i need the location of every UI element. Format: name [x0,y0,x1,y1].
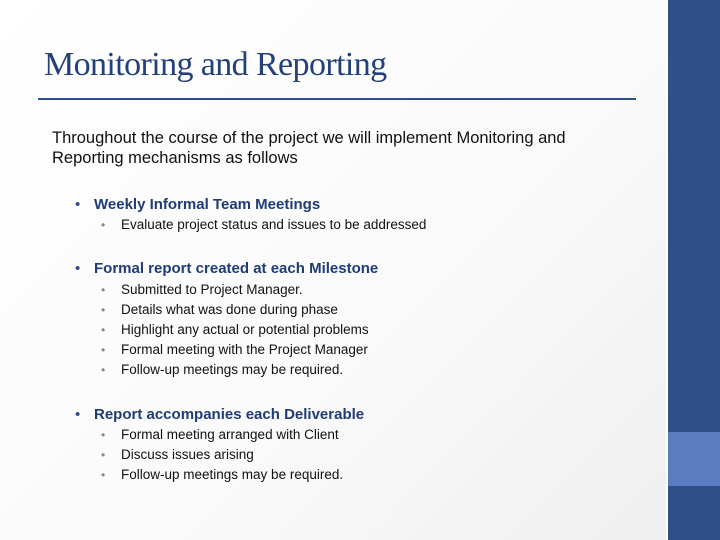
bullet-icon: • [101,448,106,462]
list-item [101,280,378,300]
side-bar-highlight-block [668,432,720,486]
list-item [101,445,364,465]
bullet-icon: • [101,323,106,337]
section-heading [75,259,378,279]
list-item [101,320,378,340]
list-item-text: Evaluate project status and issues to be addressed [121,217,427,232]
list-item-text: Highlight any actual or potential problems [121,322,369,337]
side-accent-bar [666,0,720,540]
bullet-icon: • [101,218,106,232]
sub-list [75,215,426,235]
list-item-text: Follow-up meetings may be required. [121,362,344,377]
list-item [101,360,378,380]
bullet-icon: • [101,428,106,442]
list-item [101,425,364,445]
bullet-icon: • [75,196,81,213]
list-item-text: Discuss issues arising [121,447,254,462]
bullet-icon: • [75,406,81,423]
slide-title: Monitoring and Reporting [44,46,387,83]
bullet-icon: • [101,303,106,317]
bullet-icon: • [101,343,106,357]
section-heading-text: Formal report created at each Milestone [94,260,379,277]
list-item [101,465,364,485]
sub-list [75,425,364,485]
section-heading-text: Weekly Informal Team Meetings [94,196,321,213]
bullet-icon: • [101,468,106,482]
sub-list [75,280,378,380]
section-weekly-meetings [75,195,426,235]
section-heading [75,405,364,425]
bullet-icon: • [101,283,106,297]
section-formal-report [75,259,378,380]
bullet-icon: • [75,260,81,277]
list-item [101,340,378,360]
section-heading [75,195,426,215]
section-report-deliverable [75,405,364,485]
list-item-text: Details what was done during phase [121,302,338,317]
list-item [101,215,426,235]
list-item [101,300,378,320]
bullet-icon: • [101,363,106,377]
list-item-text: Submitted to Project Manager. [121,282,303,297]
list-item-text: Follow-up meetings may be required. [121,467,344,482]
list-item-text: Formal meeting with the Project Manager [121,342,368,357]
intro-paragraph: Throughout the course of the project we will implement Monitoring and Reporting mechanisms as follows [52,129,566,167]
list-item-text: Formal meeting arranged with Client [121,427,339,442]
section-heading-text: Report accompanies each Deliverable [94,406,365,423]
title-underline [38,98,636,100]
